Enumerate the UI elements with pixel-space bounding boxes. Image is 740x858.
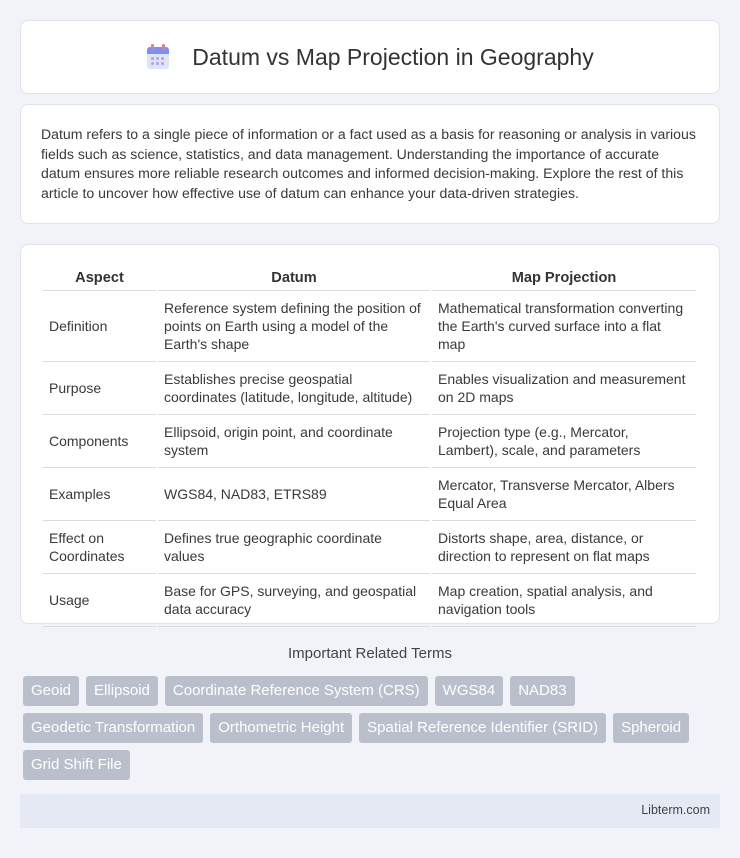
table-row xyxy=(43,362,696,415)
column-header-map-projection: Map Projection xyxy=(432,267,696,291)
intro-card xyxy=(20,104,720,224)
tag-spheroid[interactable]: Spheroid xyxy=(613,713,689,743)
table-cell-aspect: Components xyxy=(43,415,156,468)
table-cell-datum: Reference system defining the position of points on Earth using a model of the Earth's shape xyxy=(158,291,430,362)
tag-grid-shift-file[interactable]: Grid Shift File xyxy=(23,750,130,780)
tag-crs[interactable]: Coordinate Reference System (CRS) xyxy=(165,676,428,706)
tag-orthometric-height[interactable]: Orthometric Height xyxy=(210,713,352,743)
title-wrap xyxy=(146,44,593,71)
calendar-icon xyxy=(146,44,170,70)
header-card xyxy=(20,20,720,94)
table-cell-datum: Defines true geographic coordinate values xyxy=(158,521,430,574)
tag-srid[interactable]: Spatial Reference Identifier (SRID) xyxy=(359,713,606,743)
tag-wgs84[interactable]: WGS84 xyxy=(435,676,504,706)
table-cell-map-projection: Projection type (e.g., Mercator, Lambert), scale, and parameters xyxy=(432,415,696,468)
tag-ellipsoid[interactable]: Ellipsoid xyxy=(86,676,158,706)
table-cell-map-projection: Enables visualization and measurement on 2D maps xyxy=(432,362,696,415)
intro-text: Datum refers to a single piece of information or a fact used as a basis for reasoning or analysis in various fields such as science, statistics, and data management. Understanding the importance of accurate datum ensures more reliable research outcomes and informed decision-making. Explore the rest of this article to uncover how effective use of datum can enhance your data-driven strategies. xyxy=(41,126,696,201)
tag-geodetic-transformation[interactable]: Geodetic Transformation xyxy=(23,713,203,743)
footer-site-link[interactable]: Libterm.com xyxy=(641,803,710,817)
page-title: Datum vs Map Projection in Geography xyxy=(192,43,594,70)
table-cell-datum: Establishes precise geospatial coordinates (latitude, longitude, altitude) xyxy=(158,362,430,415)
table-row xyxy=(43,291,696,362)
table-cell-aspect: Effect on Coordinates xyxy=(43,521,156,574)
column-header-datum: Datum xyxy=(158,267,430,291)
footer xyxy=(20,794,720,828)
tag-nad83[interactable]: NAD83 xyxy=(510,676,574,706)
tag-geoid[interactable]: Geoid xyxy=(23,676,79,706)
table-cell-map-projection: Mercator, Transverse Mercator, Albers Equal Area xyxy=(432,468,696,521)
column-header-aspect: Aspect xyxy=(43,267,156,291)
table-cell-aspect: Usage xyxy=(43,574,156,627)
table-cell-map-projection: Distorts shape, area, distance, or direction to represent on flat maps xyxy=(432,521,696,574)
table-cell-datum: Base for GPS, surveying, and geospatial data accuracy xyxy=(158,574,430,627)
table-cell-map-projection: Mathematical transformation converting the Earth's curved surface into a flat map xyxy=(432,291,696,362)
table-row xyxy=(43,521,696,574)
table-cell-aspect: Examples xyxy=(43,468,156,521)
table-cell-aspect: Purpose xyxy=(43,362,156,415)
table-row xyxy=(43,574,696,627)
table-cell-datum: Ellipsoid, origin point, and coordinate system xyxy=(158,415,430,468)
table-cell-aspect: Definition xyxy=(43,291,156,362)
table-row xyxy=(43,468,696,521)
related-terms-title: Important Related Terms xyxy=(288,645,452,662)
related-terms-tags xyxy=(23,676,723,780)
table-cell-map-projection: Map creation, spatial analysis, and navigation tools xyxy=(432,574,696,627)
comparison-table xyxy=(41,267,698,627)
table-row xyxy=(43,415,696,468)
comparison-table-card xyxy=(20,244,720,624)
table-cell-datum: WGS84, NAD83, ETRS89 xyxy=(158,468,430,521)
table-header-row xyxy=(43,267,696,291)
